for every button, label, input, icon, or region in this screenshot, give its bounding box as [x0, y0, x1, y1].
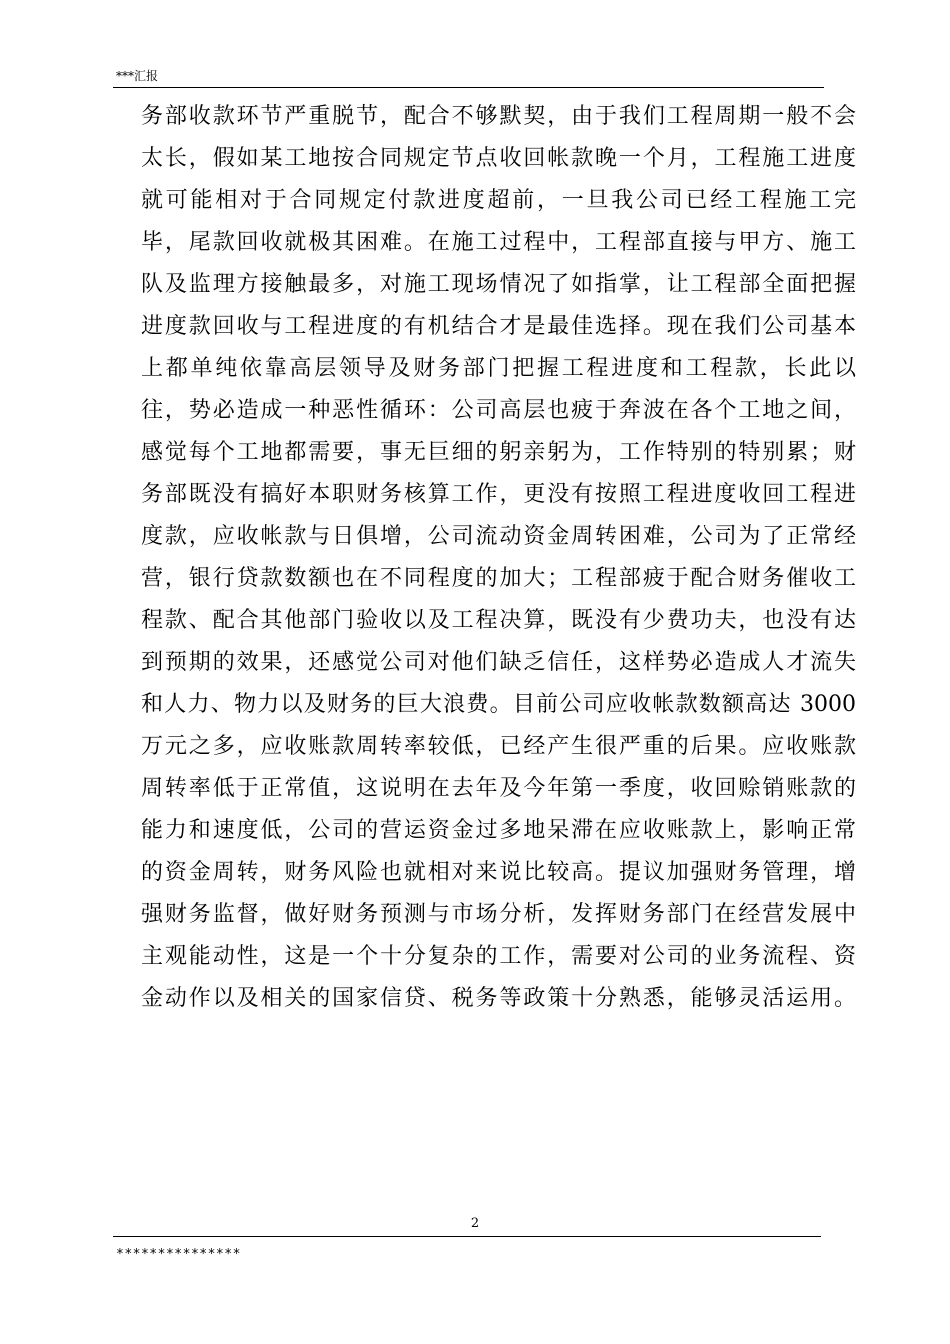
body-line: 上都单纯依靠高层领导及财务部门把握工程进度和工程款，长此以 — [141, 356, 856, 381]
body-line: 周转率低于正常值，这说明在去年及今年第一季度，收回赊销账款的 — [141, 776, 856, 801]
body-line: 强财务监督，做好财务预测与市场分析，发挥财务部门在经营发展中 — [141, 902, 856, 927]
body-line: 就可能相对于合同规定付款进度超前，一旦我公司已经工程施工完 — [141, 188, 856, 213]
body-line: 和人力、物力以及财务的巨大浪费。目前公司应收帐款数额高达 3000 — [141, 692, 856, 717]
body-line: 营，银行贷款数额也在不同程度的加大；工程部疲于配合财务催收工 — [141, 566, 856, 591]
page-header-title: ***汇报 — [116, 69, 159, 83]
body-line: 往，势必造成一种恶性循环：公司高层也疲于奔波在各个工地之间， — [141, 398, 856, 423]
header-divider — [113, 87, 824, 88]
body-line: 万元之多，应收账款周转率较低，已经产生很严重的后果。应收账款 — [141, 734, 856, 759]
body-line: 务部收款环节严重脱节，配合不够默契，由于我们工程周期一般不会 — [141, 104, 856, 129]
body-line: 主观能动性，这是一个十分复杂的工作，需要对公司的业务流程、资 — [141, 944, 856, 969]
body-line: 能力和速度低，公司的营运资金过多地呆滞在应收账款上，影响正常 — [141, 818, 856, 843]
body-line: 进度款回收与工程进度的有机结合才是最佳选择。现在我们公司基本 — [141, 314, 856, 339]
body-line: 程款、配合其他部门验收以及工程决算，既没有少费功夫，也没有达 — [141, 608, 856, 633]
body-line: 的资金周转，财务风险也就相对来说比较高。提议加强财务管理，增 — [141, 860, 856, 885]
footer-divider — [113, 1236, 821, 1237]
body-line: 金动作以及相关的国家信贷、税务等政策十分熟悉，能够灵活运用。 — [141, 986, 856, 1011]
footer-text: *************** — [116, 1247, 241, 1262]
body-line: 务部既没有搞好本职财务核算工作，更没有按照工程进度收回工程进 — [141, 482, 856, 507]
body-line: 到预期的效果，还感觉公司对他们缺乏信任，这样势必造成人才流失 — [141, 650, 856, 675]
body-line: 队及监理方接触最多，对施工现场情况了如指掌，让工程部全面把握 — [141, 272, 856, 297]
body-text-block — [141, 96, 856, 1020]
page-number: 2 — [470, 1216, 480, 1231]
body-line: 太长，假如某工地按合同规定节点收回帐款晚一个月，工程施工进度 — [141, 146, 856, 171]
body-line: 毕，尾款回收就极其困难。在施工过程中，工程部直接与甲方、施工 — [141, 230, 856, 255]
body-line: 感觉每个工地都需要，事无巨细的躬亲躬为，工作特别的特别累；财 — [141, 440, 856, 465]
body-line: 度款，应收帐款与日俱增，公司流动资金周转困难，公司为了正常经 — [141, 524, 856, 549]
